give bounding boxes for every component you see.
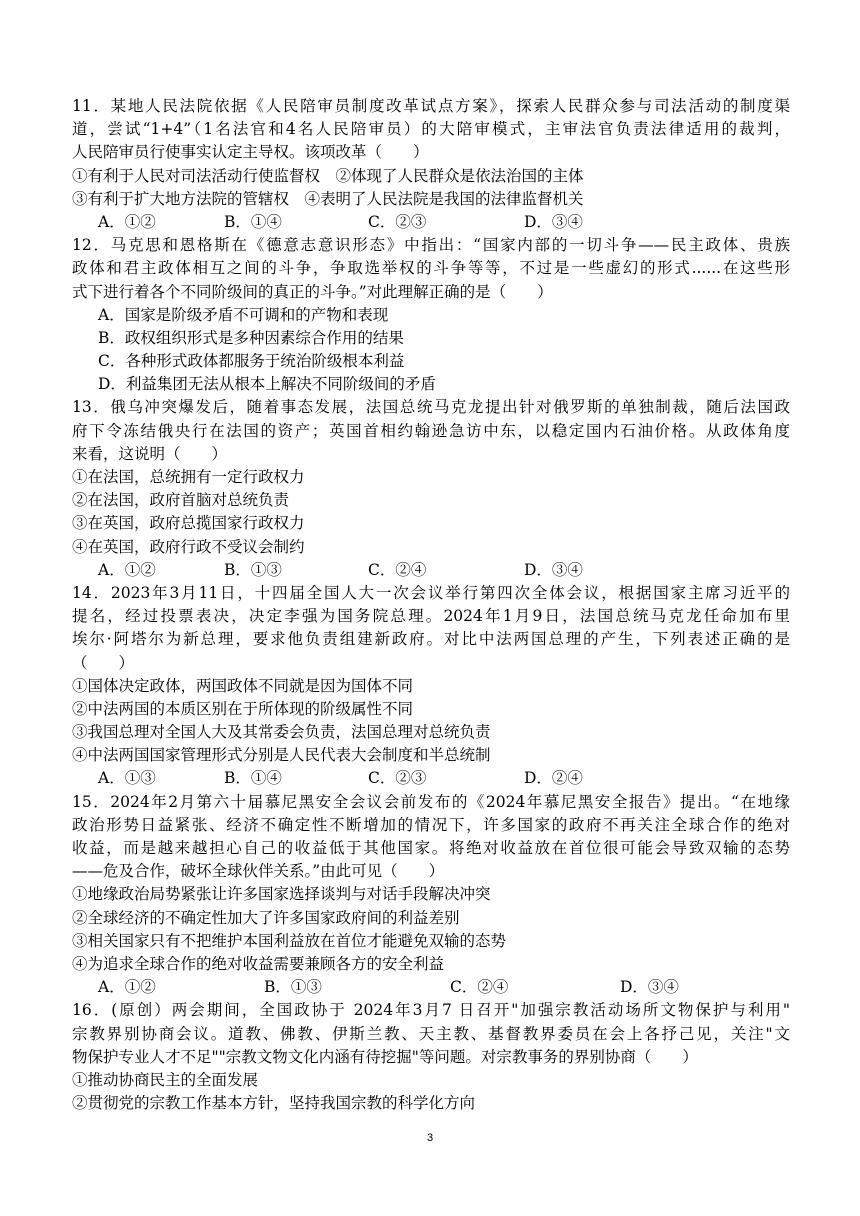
statement-line: ②中法两国的本质区别在于所体现的阶级属性不同 [72,699,414,718]
statement-line: ③我国总理对全国人大及其常委会负责，法国总理对总统负责 [72,723,491,742]
option-b: B．①③ [224,560,282,579]
option-d: D．③④ [620,978,679,997]
question-stem-line: 物保护专业人才不足""宗教文物文化内涵有待挖掘"等问题。对宗教事务的界别协商（ ） [72,1047,698,1066]
statement-line: ④中法两国国家管理形式分别是人民代表大会制度和半总统制 [72,746,491,765]
question-stem-line: 收益，而是越来越担心自己的收益低于其他国家。将绝对收益放在首位很可能会导致双输的态势 [72,839,790,857]
option-d: D．②④ [524,769,583,788]
option-a: A．①② [98,560,156,579]
statement-line: ①地缘政治局势紧张让许多国家选择谈判与对话手段解决冲突 [72,885,491,904]
statement-line: ④在英国，政府行政不受议会制约 [72,537,305,556]
question-stem-line: 政治形势日益紧张、经济不确定性不断增加的情况下，许多国家的政府不再关注全球合作的绝对 [72,815,790,834]
statement-line: ②在法国，政府首脑对总统负责 [72,491,290,510]
statement-line: ②贯彻党的宗教工作基本方针，坚持我国宗教的科学化方向 [72,1094,476,1113]
question-stem-line: 道，尝试“1+4”（1名法官和4名人民陪审员）的大陪审模式，主审法官负责法律适用的裁判， [72,120,790,139]
answer-options [72,211,790,234]
question-stem-line: 提名，经过投票表决，决定李强为国务院总理。2024年1月9日，法国总统马克龙任命加布里 [72,607,790,626]
question-stem-line: 16．(原创）两会期间，全国政协于 2024年3月7 日召开"加强宗教活动场所文物保护与利用" [72,1001,790,1020]
option-a: A．①② [98,212,156,231]
question-stem-line: 11．某地人民法院依据《人民陪审员制度改革试点方案》，探索人民群众参与司法活动的制度渠 [72,97,790,115]
option-b: B．①④ [224,212,282,231]
question-13 [72,396,790,582]
question-stem-line: 式下进行着各个不同阶级间的真正的斗争。”对此理解正确的是（ ） [72,282,553,301]
choice-d: D．利益集团无法从根本上解决不同阶级间的矛盾 [98,375,436,394]
option-a: A．①② [98,978,156,997]
statement-line: ④为追求全球合作的绝对收益需要兼顾各方的安全利益 [72,954,445,973]
option-c: C．②④ [368,560,427,579]
question-stem-line: 政体和君主政体相互之间的斗争，争取选举权的斗争等等，不过是一些虚幻的形式......在这些形 [72,259,790,278]
page-content [72,95,790,1115]
answer-options [72,559,790,582]
option-c: C．②③ [368,769,427,788]
choice-b: B．政权组织形式是多种因素综合作用的结果 [98,328,404,347]
question-stem-line: ——危及合作，破坏全球伙伴关系。”由此可见（ ） [72,862,445,881]
statement-line: ①推动协商民主的全面发展 [72,1070,259,1089]
question-stem-line: 人民陪审员行使事实认定主导权。该项改革（ ） [72,143,429,162]
option-c: C．②④ [450,978,509,997]
statement-line: ③在英国，政府总揽国家行政权力 [72,514,305,533]
question-stem-line: 宗教界别协商会议。道教、佛教、伊斯兰教、天主教、基督教界委员在会上各抒己见，关注"文 [72,1024,790,1043]
statement-line: ③相关国家只有不把维护本国利益放在首位才能避免双输的态势 [72,931,507,950]
question-stem-line: 12．马克思和恩格斯在《德意志意识形态》中指出：“国家内部的一切斗争——民主政体、贵族 [72,236,790,255]
question-15 [72,791,790,1000]
choice-a: A．国家是阶级矛盾不可调和的产物和表现 [98,305,389,324]
statement-line: ①国体决定政体，两国政体不同就是因为国体不同 [72,676,414,695]
question-stem-line: 府下令冻结俄央行在法国的资产；英国首相约翰逊急访中东，以稳定国内石油价格。从政体角度 [72,421,790,440]
option-b: B．①④ [224,769,282,788]
answer-options [72,976,790,999]
question-16 [72,999,790,1115]
option-a: A．①③ [98,769,156,788]
statement-line: ③有利于扩大地方法院的管辖权 ④表明了人民法院是我国的法律监督机关 [72,189,584,208]
question-11 [72,95,790,234]
question-stem-line: （ ） [72,653,135,672]
option-d: D．③④ [524,560,583,579]
option-c: C．②③ [368,212,427,231]
question-14 [72,582,790,791]
statement-line: ②全球经济的不确定性加大了许多国家政府间的利益差别 [72,908,460,927]
choice-c: C．各种形式政体都服务于统治阶级根本利益 [98,352,405,371]
option-d: D．③④ [524,212,583,231]
answer-options [72,767,790,790]
question-stem-line: 埃尔·阿塔尔为新总理，要求他负责组建新政府。对比中法两国总理的产生，下列表述正确的是 [72,630,790,649]
question-12 [72,234,790,396]
question-stem-line: 来看，这说明（ ） [72,444,228,463]
question-stem-line: 14．2023年3月11日，十四届全国人大一次会议举行第四次全体会议，根据国家主席习近平的 [72,583,790,602]
question-stem-line: 15．2024年2月第六十届慕尼黑安全会议会前发布的《2024年慕尼黑安全报告》提出。“在地缘 [72,792,790,811]
statement-line: ①有利于人民对司法活动行使监督权 ②体现了人民群众是依法治国的主体 [72,166,584,185]
statement-line: ①在法国，总统拥有一定行政权力 [72,468,305,486]
option-b: B．①③ [264,978,322,997]
question-stem-line: 13．俄乌冲突爆发后，随着事态发展，法国总统马克龙提出针对俄罗斯的单独制裁，随后法国政 [72,398,790,417]
page-number: 3 [426,1132,434,1144]
